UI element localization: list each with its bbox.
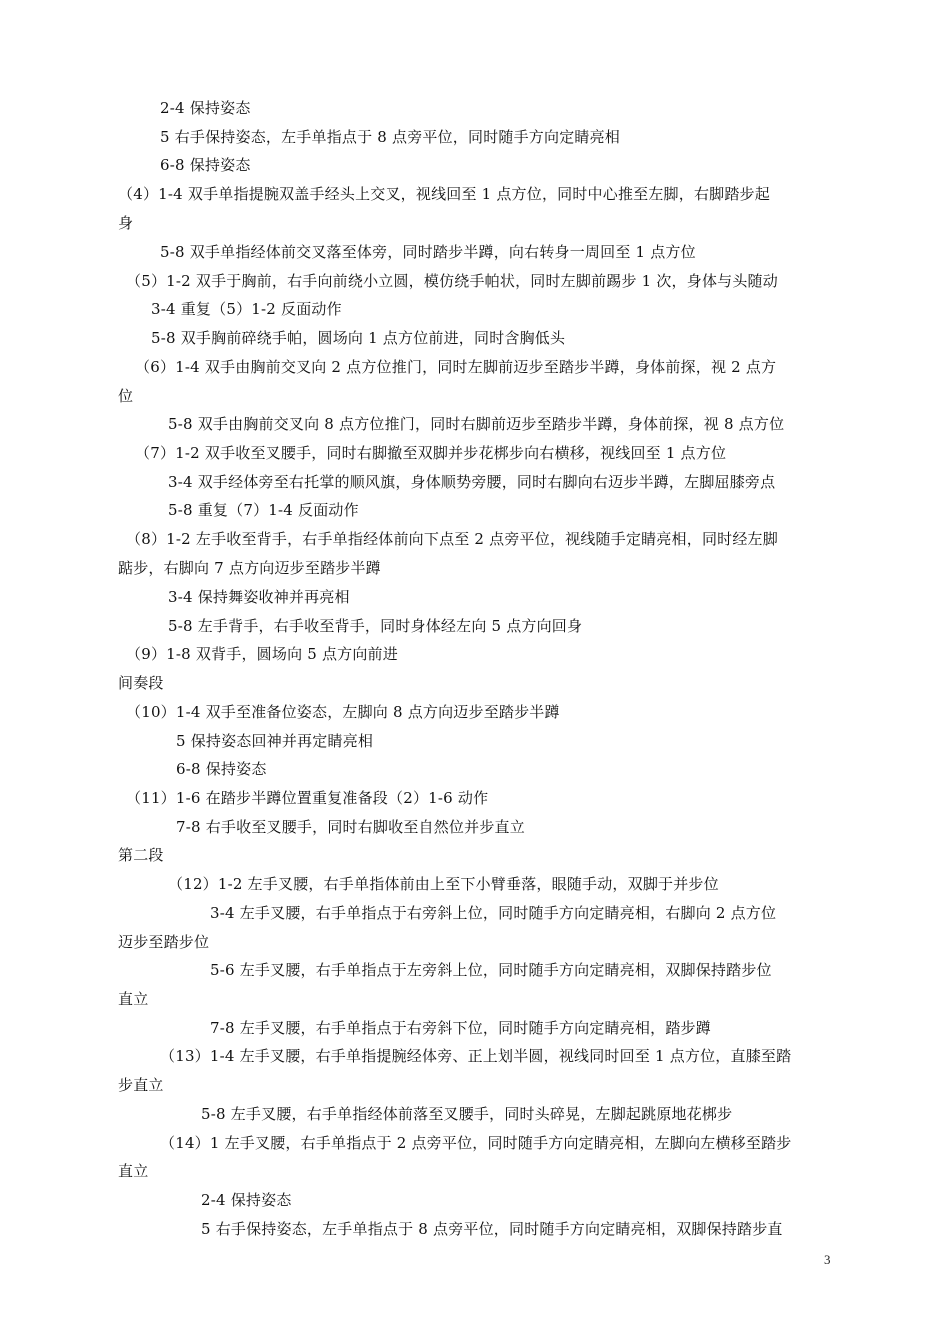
text-line: （5）1-2 双手于胸前，右手向前绕小立圆，模仿绕手帕状，同时左脚前踢步 1 次，身体与头随动	[126, 272, 778, 290]
text-line: （11）1-6 在踏步半蹲位置重复准备段（2）1-6 动作	[126, 789, 489, 807]
text-line: 5-8 双手胸前碎绕手帕，圆场向 1 点方位前进，同时含胸低头	[151, 329, 566, 347]
section-heading: 间奏段	[118, 674, 164, 692]
text-line: 5-8 左手背手，右手收至背手，同时身体经左向 5 点方向回身	[168, 617, 583, 635]
text-line: 直立	[118, 1162, 149, 1180]
text-line: 6-8 保持姿态	[176, 760, 267, 778]
text-line: （14）1 左手叉腰，右手单指点于 2 点旁平位，同时随手方向定睛亮相，左脚向左横移至踏步	[160, 1134, 792, 1152]
text-line: 5 保持姿态回神并再定睛亮相	[176, 732, 374, 750]
text-line: 5-8 双手由胸前交叉向 8 点方位推门，同时右脚前迈步至踏步半蹲，身体前探，视 8 点方位	[168, 415, 785, 433]
text-line: 5-8 重复（7）1-4 反面动作	[168, 501, 359, 519]
text-line: 5-6 左手叉腰，右手单指点于左旁斜上位，同时随手方向定睛亮相，双脚保持踏步位	[210, 961, 772, 979]
page-number: 3	[824, 1252, 831, 1267]
text-line: 踮步，右脚向 7 点方向迈步至踏步半蹲	[118, 559, 381, 577]
text-line: （12）1-2 左手叉腰，右手单指体前由上至下小臂垂落，眼随手动，双脚于并步位	[168, 875, 719, 893]
text-line: 3-4 左手叉腰，右手单指点于右旁斜上位，同时随手方向定睛亮相，右脚向 2 点方位	[210, 904, 777, 922]
section-heading: 第二段	[118, 846, 164, 864]
text-line: 3-4 重复（5）1-2 反面动作	[151, 300, 342, 318]
text-line: （9）1-8 双背手，圆场向 5 点方向前进	[126, 645, 398, 663]
text-line: 5-8 左手叉腰，右手单指经体前落至叉腰手，同时头碎晃，左脚起跳原地花梆步	[201, 1105, 733, 1123]
text-line: 5 右手保持姿态，左手单指点于 8 点旁平位，同时随手方向定睛亮相，双脚保持踏步直	[201, 1220, 783, 1238]
text-line: （7）1-2 双手收至叉腰手，同时右脚撤至双脚并步花梆步向右横移，视线回至 1 点方位	[135, 444, 727, 462]
text-line: 身	[118, 214, 134, 232]
text-line: 3-4 双手经体旁至右托掌的顺风旗，身体顺势旁腰，同时右脚向右迈步半蹲，左脚屈膝旁点	[168, 473, 776, 491]
text-line: （13）1-4 左手叉腰，右手单指提腕经体旁、正上划半圆，视线同时回至 1 点方位，直膝至踏	[160, 1047, 792, 1065]
text-line: 2-4 保持姿态	[160, 99, 251, 117]
text-line: 7-8 右手收至叉腰手，同时右脚收至自然位并步直立	[176, 818, 525, 836]
text-line: （4）1-4 双手单指提腕双盖手经头上交叉，视线回至 1 点方位，同时中心推至左脚，右脚踏步起	[118, 185, 770, 203]
text-line: （10）1-4 双手至准备位姿态，左脚向 8 点方向迈步至踏步半蹲	[126, 703, 560, 721]
text-line: 6-8 保持姿态	[160, 156, 251, 174]
text-line: 7-8 左手叉腰，右手单指点于右旁斜下位，同时随手方向定睛亮相，踏步蹲	[210, 1019, 711, 1037]
text-line: 位	[118, 387, 134, 405]
text-line: （8）1-2 左手收至背手，右手单指经体前向下点至 2 点旁平位，视线随手定睛亮相，同时经左脚	[126, 530, 778, 548]
text-line: 3-4 保持舞姿收神并再亮相	[168, 588, 350, 606]
text-line: 迈步至踏步位	[118, 933, 210, 951]
text-line: 步直立	[118, 1076, 164, 1094]
text-line: 5 右手保持姿态，左手单指点于 8 点旁平位，同时随手方向定睛亮相	[160, 128, 620, 146]
text-line: 5-8 双手单指经体前交叉落至体旁，同时踏步半蹲，向右转身一周回至 1 点方位	[160, 243, 696, 261]
text-line: （6）1-4 双手由胸前交叉向 2 点方位推门，同时左脚前迈步至踏步半蹲，身体前探，视 2 点方	[135, 358, 777, 376]
text-line: 直立	[118, 990, 149, 1008]
text-line: 2-4 保持姿态	[201, 1191, 292, 1209]
